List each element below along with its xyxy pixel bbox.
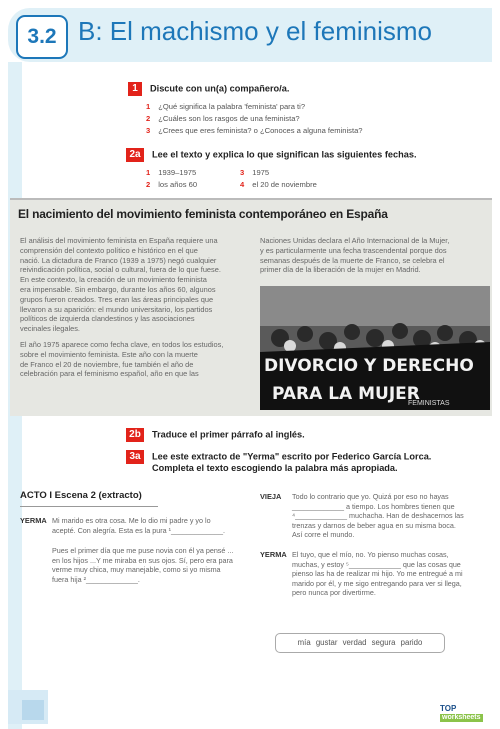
banner-text-line-1: DIVORCIO Y DERECHO [264, 356, 474, 376]
yerma-dialogue-1b: Pues el primer día que me puse novia con él ya pensé ... en los hijos ...Y me miraba en sus ojos. Sí, pero era para verme muy chica, muy manejable, como si yo misma fuera hija ²_____________. [52, 546, 234, 584]
exercise-3a-text-line-2: Completa el texto escogiendo la palabra más apropiada. [152, 463, 398, 473]
exercise-3a-number: 3a [126, 450, 144, 464]
exercise-3a-text-line-1: Lee este extracto de "Yerma" escrito por Federico García Lorca. [152, 451, 432, 462]
yerma-dialogue-2: El tuyo, que el mío, no. Yo pienso muchas cosas, muchas, y estoy ⁵_____________ que las cosas que pienso las ha de realizar mi hijo. Yo me entregué a mi marido por él, y me sigo entregando para ver si llega, pero nunca por divertirme. [292, 550, 463, 598]
reading-left-column [20, 236, 258, 379]
exercise-2a-item: 1 1939–1975 [146, 168, 197, 177]
exercise-2b-number: 2b [126, 428, 144, 442]
exercise-2a-item: 3 1975 [240, 168, 270, 177]
brand-logo [440, 705, 483, 722]
reading-title: El nacimiento del movimiento feminista contemporáneo en España [18, 207, 388, 221]
exercise-2a-instruction [126, 148, 417, 162]
exercise-2a-item: 4 el 20 de noviembre [240, 180, 317, 189]
exercise-2b-text: Traduce el primer párrafo al inglés. [152, 429, 305, 440]
play-heading-underline [20, 506, 158, 507]
word-bank: mía gustar verdad segura parido [275, 633, 445, 653]
exercise-1-text: Discute con un(a) compañero/a. [150, 83, 290, 94]
exercise-1-number: 1 [128, 82, 142, 96]
banner-small-text: FEMINISTAS [408, 400, 450, 407]
speaker-yerma-2: YERMA [260, 550, 287, 559]
page-title: B: El machismo y el feminismo [78, 16, 432, 46]
exercise-1-item: 3 ¿Crees que eres feminista? o ¿Conoces a alguna feminista? [146, 126, 363, 135]
exercise-2a-number: 2a [126, 148, 144, 162]
exercise-2a-item: 2 los años 60 [146, 180, 198, 189]
protest-photo [260, 286, 490, 410]
exercise-1-item: 2 ¿Cuáles son los rasgos de una feminista? [146, 114, 300, 123]
vieja-dialogue: Todo lo contrario que yo. Quizá por eso no hayas _____________ a tiempo. Los hombres tienen que ⁴_____________ muchacha. Han de deshacernos las trenzas y darnos de beber agua en su misma boca. Así corre el mundo. [292, 492, 464, 540]
exercise-1-item: 1 ¿Qué significa la palabra 'feminista' para ti? [146, 102, 306, 111]
play-heading: ACTO I Escena 2 (extracto) [20, 490, 142, 501]
paragraph-1: El análisis del movimiento feminista en España requiere una comprensión del contexto político e histórico en el que nació. La dictadura de Franco (1939 a 1975) negó cualquier reivindicación política, social o cultural, fuera de lo que fuese. En este contexto, la creación de un movimiento feminista era impensable. Sin embargo, durante los años 60, algunos grupos fueron creados. Tres eran las áreas principales que llevaron a su aparición: el mundo universitario, los partidos políticos de izquierda clandestinos y las asociaciones vecinales ilegales. [20, 236, 221, 334]
speaker-vieja: VIEJA [260, 492, 282, 501]
banner-text-line-2: PARA LA MUJER [272, 384, 420, 404]
exercise-1-instruction [128, 82, 289, 96]
speaker-yerma: YERMA [20, 516, 47, 525]
exercise-2a-text: Lee el texto y explica lo que significan las siguientes fechas. [152, 149, 417, 160]
yerma-dialogue-1: Mi marido es otra cosa. Me lo dio mi padre y yo lo acepté. Con alegría. Esta es la pura ¹_____________. [52, 516, 226, 535]
section-number-badge: 3.2 [16, 15, 68, 59]
exercise-2b-instruction [126, 428, 305, 442]
reading-right-column: Naciones Unidas declara el Año Internacional de la Mujer, y es particularmente una fecha trascendental porque dos semanas después de la muerte de Franco, se celebra el primer día de la liberación de la mujer en Madrid. [260, 236, 450, 275]
page-corner-tab-inner [22, 700, 44, 720]
brand-logo-top: TOP [440, 704, 457, 713]
exercise-3a-instruction [126, 450, 431, 464]
paragraph-2: El año 1975 aparece como fecha clave, en todos los estudios, sobre el movimiento feminista. Este año con la muerte de Franco el 20 de noviembre, fue también el año de celebración para el feminismo español, año en que las [20, 339, 224, 379]
brand-logo-bottom: worksheets [442, 714, 481, 721]
